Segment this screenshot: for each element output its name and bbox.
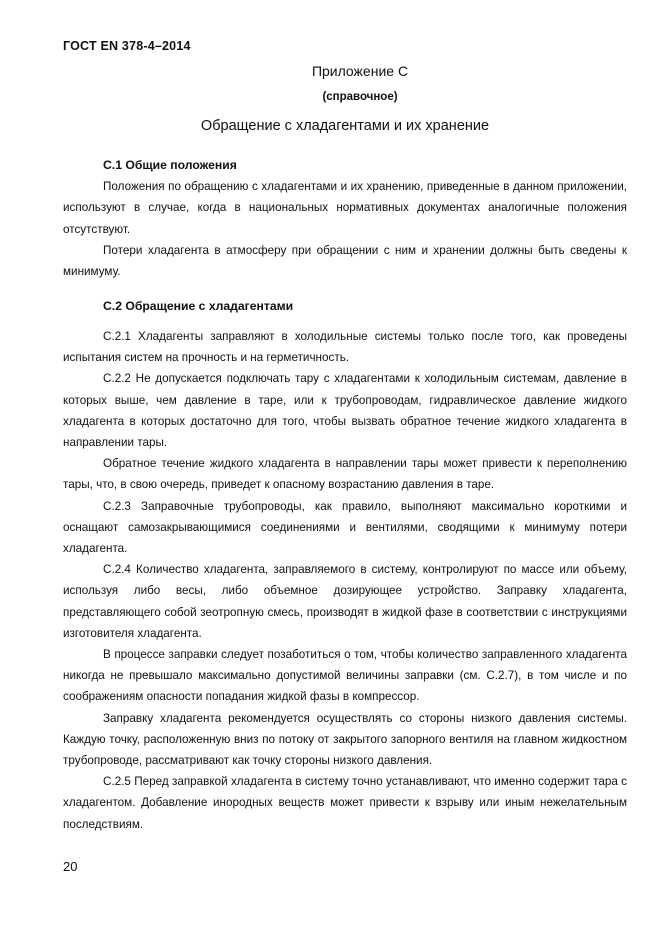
paragraph: С.2.5 Перед заправкой хладагента в систему точно устанавливают, что именно содержит тара с хладагентом. Добавление инородных веществ может привести к взрыву или иным нежелательным последствиям. bbox=[63, 775, 627, 831]
paragraph: Положения по обращению с хладагентами и их хранению, приведенные в данном приложении, используют в случае, когда в национальных нормативных документах аналогичные положения отсутствуют. bbox=[63, 180, 627, 236]
section-c2 bbox=[63, 326, 627, 835]
annex-note: (справочное) bbox=[322, 91, 398, 103]
paragraph: С.2.1 Хладагенты заправляют в холодильные системы только после того, как проведены испытания систем на прочность и на герметичность. bbox=[63, 330, 627, 365]
paragraph: Обратное течение жидкого хладагента в направлении тары может привести к переполнению тары, что, в свою очередь, приведет к опасному возрастанию давления в таре. bbox=[63, 457, 627, 492]
paragraph: С.2.3 Заправочные трубопроводы, как правило, выполняют максимально короткими и оснащают самозакрывающимися соединениями и вентилями, сводящими к минимуму потери хладагента. bbox=[63, 499, 627, 556]
paragraph: С.2.4 Количество хладагента, заправляемого в систему, контролируют по массе или объему, используя либо весы, либо объемное дозирующее устройство. Заправку хладагента, представляющего собой зеотропную смесь, производят в жидкой фазе в соответствии с инструкциями изготовителя хладагента. bbox=[63, 563, 627, 640]
page-number: 20 bbox=[63, 859, 78, 874]
paragraph: С.2.2 Не допускается подключать тару с хладагентами к холодильным системам, давление в которых выше, чем давление в таре, или к трубопроводам, гидравлическое давление жидкого хладагента в которых достаточно для того, чтобы вызвать обратное течение жидкого хладагента в направлении тары. bbox=[63, 372, 627, 450]
section-c2-heading-block bbox=[63, 296, 627, 317]
section-heading-c2: С.2 Обращение с хладагентами bbox=[103, 299, 294, 313]
paragraph: В процессе заправки следует позаботиться о том, чтобы количество заправленного хладагента никогда не превышало максимально допустимой величины заправки (см. С.2.7), в том числе и по соображениям опасности попадания жидкой фазы в компрессор. bbox=[63, 648, 627, 704]
section-heading-c1: С.1 Общие положения bbox=[103, 158, 237, 172]
paragraph: Потери хладагента в атмосферу при обращении с ним и хранении должны быть сведены к минимуму. bbox=[63, 243, 627, 279]
annex-title: Приложение С bbox=[311, 63, 409, 79]
document-code: ГОСТ EN 378-4–2014 bbox=[63, 39, 191, 53]
section-c1 bbox=[63, 155, 627, 282]
annex-heading: Обращение с хладагентами и их хранение bbox=[200, 118, 490, 134]
paragraph: Заправку хладагента рекомендуется осуществлять со стороны низкого давления системы. Каждую точку, расположенную вниз по потоку от закрытого запорного вентиля на главном жидкостном трубопроводе, рассматривают как точку стороны низкого давления. bbox=[63, 711, 627, 768]
